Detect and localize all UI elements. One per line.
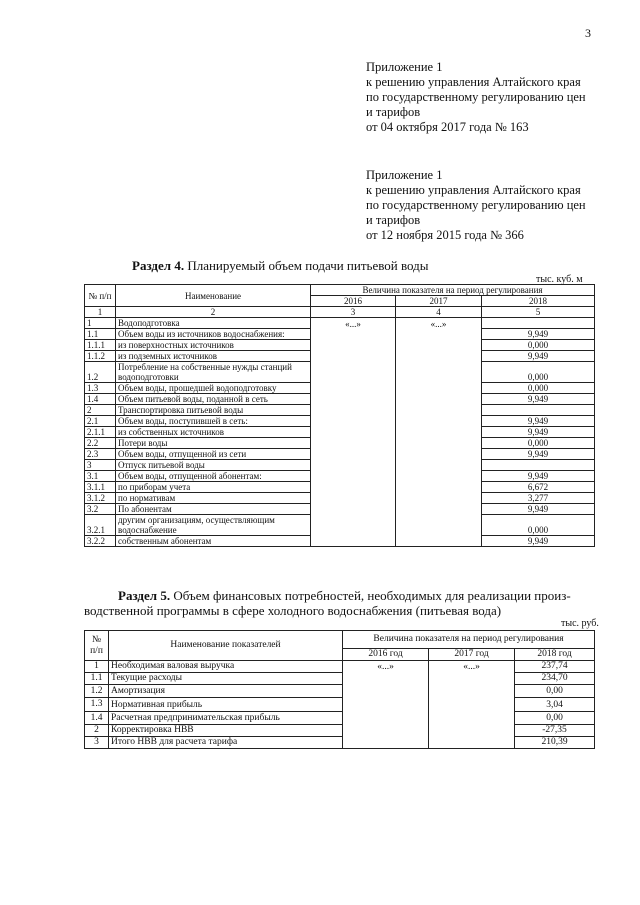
value-2018: 3,277 (482, 493, 595, 504)
value-2018: 6,672 (482, 482, 595, 493)
section4-units: тыс. куб. м (536, 274, 583, 285)
appendix-line: по государственному регулированию цен (366, 90, 586, 104)
row-number: 1.4 (85, 712, 109, 725)
header-year: 2016 год (343, 649, 429, 661)
row-number: 2 (85, 725, 109, 737)
row-name: Отпуск питьевой воды (116, 460, 311, 471)
value-2018: 9,949 (482, 394, 595, 405)
section4-title-text: Планируемый объем подачи питьевой воды (184, 258, 429, 273)
row-name: Объем воды, отпущенной абонентам: (116, 471, 311, 482)
row-number: 3.1.2 (85, 493, 116, 504)
appendix-line: и тарифов (366, 105, 421, 119)
row-number: 3 (85, 737, 109, 749)
value-2017: «...» (429, 661, 515, 749)
row-name: из поверхностных источников (116, 340, 311, 351)
value-2018: 3,04 (515, 698, 595, 712)
table-row (85, 725, 595, 737)
value-2016: «...» (311, 318, 396, 547)
page-number: 3 (585, 26, 591, 40)
value-2018: 0,00 (515, 712, 595, 725)
value-2018: 0,00 (515, 685, 595, 698)
section5-title-line2: водственной программы в сфере холодного водоснабжения (питьевая вода) (84, 603, 502, 618)
row-name: собственным абонентам (116, 536, 311, 547)
appendix-line: и тарифов (366, 213, 421, 227)
row-number: 3.2.2 (85, 536, 116, 547)
row-number: 2.3 (85, 449, 116, 460)
appendix-block-1 (366, 60, 586, 135)
table-row (85, 318, 595, 329)
appendix-block-2 (366, 168, 586, 243)
row-number: 1.2 (85, 685, 109, 698)
row-number: 1.2 (85, 362, 116, 383)
header-num: № п/п (85, 285, 116, 307)
value-2018: 9,949 (482, 471, 595, 482)
value-2018: 9,949 (482, 504, 595, 515)
row-number: 1.1 (85, 673, 109, 685)
value-2018 (482, 460, 595, 471)
row-number: 3.1 (85, 471, 116, 482)
section4-title-bold: Раздел 4. (132, 258, 185, 273)
row-number: 1 (85, 661, 109, 673)
row-name: Объем воды из источников водоснабжения: (116, 329, 311, 340)
appendix-line: к решению управления Алтайского края (366, 75, 581, 89)
table-row (85, 673, 595, 685)
appendix-line: от 04 октября 2017 года № 163 (366, 120, 529, 134)
row-number: 1.4 (85, 394, 116, 405)
row-number: 1.3 (85, 698, 109, 712)
row-name: Корректировка НВВ (109, 725, 343, 737)
row-name: другим организациям, осуществляющим водоснабжение (116, 515, 311, 536)
value-2018: 0,000 (482, 383, 595, 394)
section4-title (132, 258, 429, 274)
appendix-line: по государственному регулированию цен (366, 198, 586, 212)
header-year: 2017 (396, 296, 482, 307)
row-number: 1.3 (85, 383, 116, 394)
column-number: 4 (396, 307, 482, 318)
header-period: Величина показателя на период регулирования (343, 631, 595, 649)
value-2018: 234,70 (515, 673, 595, 685)
row-number: 2 (85, 405, 116, 416)
value-2018: 9,949 (482, 427, 595, 438)
row-number: 1 (85, 318, 116, 329)
row-name: Объем воды, прошедшей водоподготовку (116, 383, 311, 394)
row-number: 2.2 (85, 438, 116, 449)
row-name: Нормативная прибыль (109, 698, 343, 712)
value-2018: 0,000 (482, 340, 595, 351)
value-2018: 9,949 (482, 351, 595, 362)
row-number: 1.1.2 (85, 351, 116, 362)
column-number: 2 (116, 307, 311, 318)
value-2018 (482, 405, 595, 416)
section5-title-text: Объем финансовых потребностей, необходимых для реализации произ- (170, 588, 571, 603)
header-year: 2018 год (515, 649, 595, 661)
row-name: по приборам учета (116, 482, 311, 493)
appendix-line: Приложение 1 (366, 60, 443, 74)
row-number: 2.1 (85, 416, 116, 427)
value-2018: -27,35 (515, 725, 595, 737)
value-2018: 9,949 (482, 329, 595, 340)
row-name: Расчетная предпринимательская прибыль (109, 712, 343, 725)
value-2018: 0,000 (482, 515, 595, 536)
value-2018: 210,39 (515, 737, 595, 749)
row-number: 3.1.1 (85, 482, 116, 493)
value-2017: «...» (396, 318, 482, 547)
value-2018: 9,949 (482, 536, 595, 547)
row-name: Амортизация (109, 685, 343, 698)
row-name: Итого НВВ для расчета тарифа (109, 737, 343, 749)
row-name: Объем питьевой воды, поданной в сеть (116, 394, 311, 405)
header-year: 2017 год (429, 649, 515, 661)
value-2018 (482, 318, 595, 329)
section4-table (84, 284, 595, 547)
value-2018: 9,949 (482, 449, 595, 460)
row-number: 3.2 (85, 504, 116, 515)
section5-units: тыс. руб. (561, 618, 599, 629)
row-number: 1.1 (85, 329, 116, 340)
section5-title (118, 588, 571, 604)
column-number: 1 (85, 307, 116, 318)
row-name: Транспортировка питьевой воды (116, 405, 311, 416)
appendix-line: Приложение 1 (366, 168, 443, 182)
row-number: 2.1.1 (85, 427, 116, 438)
value-2018: 0,000 (482, 438, 595, 449)
row-name: из подземных источников (116, 351, 311, 362)
table-row (85, 712, 595, 725)
table-row (85, 661, 595, 673)
row-number: 3 (85, 460, 116, 471)
section5-table (84, 630, 595, 749)
section5-title-bold: Раздел 5. (118, 588, 171, 603)
value-2018: 9,949 (482, 416, 595, 427)
appendix-line: к решению управления Алтайского края (366, 183, 581, 197)
value-2018: 0,000 (482, 362, 595, 383)
row-name: Текущие расходы (109, 673, 343, 685)
value-2018: 237,74 (515, 661, 595, 673)
appendix-line: от 12 ноября 2015 года № 366 (366, 228, 524, 242)
value-2016: «...» (343, 661, 429, 749)
header-name: Наименование показателей (109, 631, 343, 661)
row-name: Объем воды, отпущенной из сети (116, 449, 311, 460)
table-row (85, 737, 595, 749)
header-num: № п/п (85, 631, 109, 661)
row-name: Водоподготовка (116, 318, 311, 329)
row-name: из собственных источников (116, 427, 311, 438)
header-year: 2018 (482, 296, 595, 307)
row-name: По абонентам (116, 504, 311, 515)
row-name: Потери воды (116, 438, 311, 449)
column-number: 5 (482, 307, 595, 318)
row-name: Потребление на собственные нужды станций водоподготовки (116, 362, 311, 383)
header-name: Наименование (116, 285, 311, 307)
row-number: 3.2.1 (85, 515, 116, 536)
table-row (85, 685, 595, 698)
header-year: 2016 (311, 296, 396, 307)
column-number: 3 (311, 307, 396, 318)
header-period: Величина показателя на период регулирования (311, 285, 595, 296)
row-name: по нормативам (116, 493, 311, 504)
row-name: Объем воды, поступившей в сеть: (116, 416, 311, 427)
table-row (85, 698, 595, 712)
row-name: Необходимая валовая выручка (109, 661, 343, 673)
row-number: 1.1.1 (85, 340, 116, 351)
